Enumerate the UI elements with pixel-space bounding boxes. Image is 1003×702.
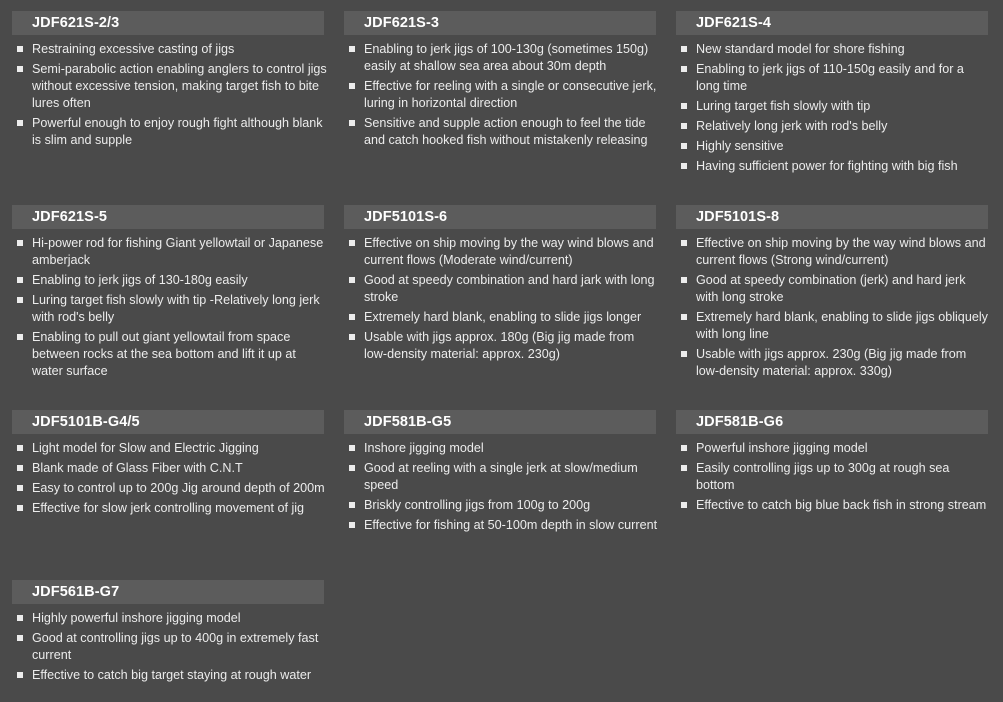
bullet-icon [17,635,23,641]
bullet-icon [681,46,687,52]
feature-item [676,346,991,380]
feature-item [12,480,327,497]
feature-text: Highly powerful inshore jigging model [32,611,241,625]
product-card [12,580,324,687]
feature-text: Luring target fish slowly with tip -Relatively long jerk with rod's belly [32,293,320,324]
bullet-icon [681,66,687,72]
feature-list [676,440,988,514]
feature-text: Effective on ship moving by the way wind blows and current flows (Strong wind/current) [696,236,986,267]
bullet-icon [349,277,355,283]
bullet-icon [681,240,687,246]
feature-item [12,235,327,269]
feature-text: Effective for slow jerk controlling movement of jig [32,501,305,515]
feature-text: Enabling to jerk jigs of 130-180g easily [32,273,248,287]
feature-list [12,440,324,517]
feature-text: Powerful inshore jigging model [696,441,868,455]
feature-text: Good at controlling jigs up to 400g in extremely fast current [32,631,319,662]
feature-item [676,41,991,58]
feature-text: Good at speedy combination (jerk) and hard jerk with long stroke [696,273,966,304]
bullet-icon [17,485,23,491]
bullet-icon [17,505,23,511]
product-model-title: JDF5101B-G4/5 [12,410,324,434]
feature-item [344,460,659,494]
bullet-icon [17,297,23,303]
product-model-title: JDF621S-5 [12,205,324,229]
product-card [344,11,656,152]
feature-item [344,329,659,363]
product-model-title: JDF621S-4 [676,11,988,35]
feature-item [676,98,991,115]
product-card [344,410,656,537]
feature-item [344,497,659,514]
feature-item [344,309,659,326]
product-card [12,410,324,520]
feature-item [344,235,659,269]
feature-list [12,235,324,380]
bullet-icon [349,46,355,52]
bullet-icon [681,314,687,320]
bullet-icon [17,240,23,246]
product-card [676,11,988,178]
feature-list [344,440,656,534]
product-model-title: JDF581B-G5 [344,410,656,434]
bullet-icon [681,103,687,109]
feature-item [676,138,991,155]
bullet-icon [681,351,687,357]
product-model-title: JDF561B-G7 [12,580,324,604]
bullet-icon [17,46,23,52]
feature-item [12,610,327,627]
feature-text: Effective for reeling with a single or consecutive jerk, luring in horizontal direction [364,79,657,110]
feature-list [676,235,988,380]
product-model-title: JDF5101S-6 [344,205,656,229]
feature-text: Enabling to pull out giant yellowtail from space between rocks at the sea bottom and lift it up at water surface [32,330,296,378]
product-card [344,205,656,366]
feature-text: Enabling to jerk jigs of 110-150g easily and for a long time [696,62,964,93]
product-card [12,205,324,383]
feature-text: Blank made of Glass Fiber with C.N.T [32,461,243,475]
feature-list [344,41,656,149]
feature-item [344,41,659,75]
product-model-title: JDF621S-3 [344,11,656,35]
bullet-icon [349,522,355,528]
feature-text: Light model for Slow and Electric Jigging [32,441,259,455]
feature-item [12,630,327,664]
bullet-icon [681,143,687,149]
bullet-icon [349,334,355,340]
feature-item [344,115,659,149]
feature-item [12,500,327,517]
feature-list [344,235,656,363]
bullet-icon [681,502,687,508]
feature-text: Easily controlling jigs up to 300g at rough sea bottom [696,461,950,492]
feature-item [12,460,327,477]
bullet-icon [349,240,355,246]
bullet-icon [681,277,687,283]
feature-text: Good at speedy combination and hard jark with long stroke [364,273,655,304]
feature-text: Sensitive and supple action enough to feel the tide and catch hooked fish without mistakenly releasing [364,116,648,147]
feature-text: Easy to control up to 200g Jig around depth of 200m [32,481,325,495]
feature-item [676,440,991,457]
feature-item [676,158,991,175]
bullet-icon [17,615,23,621]
feature-text: Extremely hard blank, enabling to slide jigs obliquely with long line [696,310,988,341]
bullet-icon [17,672,23,678]
feature-text: Usable with jigs approx. 230g (Big jig made from low-density material: approx. 330g) [696,347,967,378]
feature-text: Luring target fish slowly with tip [696,99,871,113]
bullet-icon [17,465,23,471]
feature-item [12,41,327,58]
feature-text: Effective to catch big target staying at rough water [32,668,312,682]
bullet-icon [349,502,355,508]
feature-text: Usable with jigs approx. 180g (Big jig made from low-density material: approx. 230g) [364,330,635,361]
product-model-title: JDF5101S-8 [676,205,988,229]
feature-item [676,309,991,343]
bullet-icon [349,83,355,89]
feature-item [676,272,991,306]
feature-item [12,115,327,149]
feature-text: Effective to catch big blue back fish in strong stream [696,498,987,512]
feature-item [676,497,991,514]
feature-text: Briskly controlling jigs from 100g to 200g [364,498,591,512]
bullet-icon [681,445,687,451]
feature-text: Restraining excessive casting of jigs [32,42,235,56]
feature-text: Relatively long jerk with rod's belly [696,119,888,133]
bullet-icon [17,334,23,340]
feature-text: Effective for fishing at 50-100m depth in slow current [364,518,658,532]
feature-list [12,610,324,684]
feature-item [12,292,327,326]
feature-text: Extremely hard blank, enabling to slide jigs longer [364,310,642,324]
feature-item [12,440,327,457]
feature-text: Highly sensitive [696,139,784,153]
feature-item [676,235,991,269]
feature-item [344,440,659,457]
product-model-title: JDF621S-2/3 [12,11,324,35]
bullet-icon [349,445,355,451]
feature-text: Powerful enough to enjoy rough fight although blank is slim and supple [32,116,323,147]
feature-item [344,78,659,112]
product-card [676,410,988,517]
feature-text: Hi-power rod for fishing Giant yellowtail or Japanese amberjack [32,236,324,267]
bullet-icon [17,445,23,451]
feature-item [344,517,659,534]
feature-text: New standard model for shore fishing [696,42,905,56]
feature-item [676,460,991,494]
feature-text: Enabling to jerk jigs of 100-130g (sometimes 150g) easily at shallow sea area about 30m depth [364,42,649,73]
feature-item [344,272,659,306]
bullet-icon [349,314,355,320]
product-card [12,11,327,152]
bullet-icon [681,465,687,471]
feature-list [676,41,988,175]
bullet-icon [349,120,355,126]
feature-item [12,329,327,380]
bullet-icon [681,163,687,169]
product-card [676,205,988,383]
feature-list [12,41,327,149]
feature-item [676,118,991,135]
feature-text: Semi-parabolic action enabling anglers to control jigs without excessive tension, making target fish to bite lures often [32,62,327,110]
bullet-icon [349,465,355,471]
feature-item [12,667,327,684]
feature-text: Good at reeling with a single jerk at slow/medium speed [364,461,638,492]
feature-item [12,272,327,289]
bullet-icon [17,277,23,283]
feature-text: Effective on ship moving by the way wind blows and current flows (Moderate wind/current) [364,236,654,267]
bullet-icon [17,66,23,72]
feature-item [676,61,991,95]
product-model-title: JDF581B-G6 [676,410,988,434]
bullet-icon [681,123,687,129]
feature-text: Inshore jigging model [364,441,484,455]
bullet-icon [17,120,23,126]
feature-item [12,61,327,112]
feature-text: Having sufficient power for fighting with big fish [696,159,958,173]
